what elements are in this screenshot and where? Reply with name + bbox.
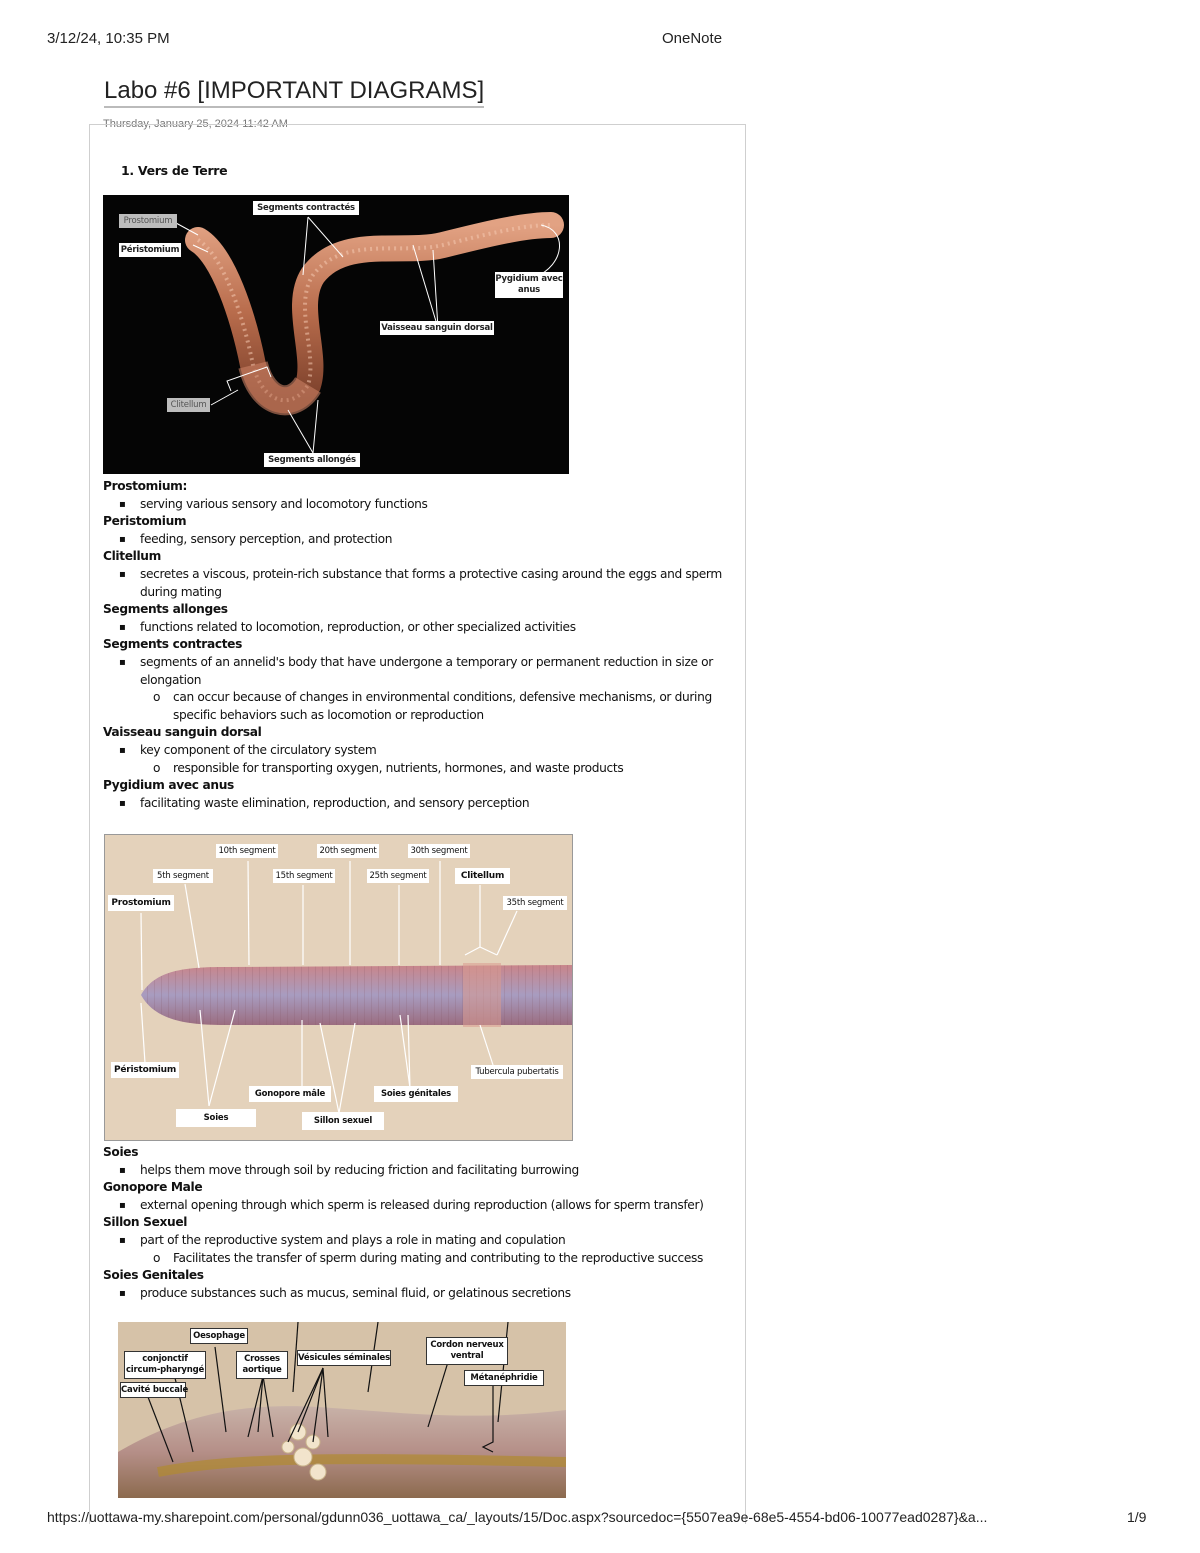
label-clitellum: Clitellum: [167, 398, 210, 412]
label-prostomium: Prostomium: [108, 895, 174, 911]
term-gonopore: Gonopore Male: [103, 1180, 203, 1195]
label-metanephridie: Métanéphridie: [464, 1370, 544, 1386]
label-clitellum: Clitellum: [455, 868, 510, 884]
bullet: ▪ functions related to locomotion, reproduction, or other specialized activities: [103, 619, 733, 637]
term-soies: Soies: [103, 1145, 139, 1159]
bullet: ▪ secretes a viscous, protein-rich substance that forms a protective casing around the eggs and sperm during mating: [103, 566, 733, 601]
label-tubercula: Tubercula pubertatis: [471, 1065, 563, 1079]
label-conjonctif: conjonctif circum-pharyngé: [124, 1351, 206, 1379]
label-10th-segment: 10th segment: [216, 844, 278, 858]
sub-bullet: o Facilitates the transfer of sperm during mating and contributing to the reproductive success: [103, 1250, 733, 1268]
label-soies: Soies: [176, 1109, 256, 1127]
term-prostomium: Prostomium:: [103, 479, 188, 493]
bullet: ▪ part of the reproductive system and plays a role in mating and copulation: [103, 1232, 733, 1250]
label-30th-segment: 30th segment: [408, 844, 470, 858]
label-pygidium: Pygidium avec anus: [495, 272, 563, 298]
label-peristomium: Péristomium: [120, 245, 180, 255]
bullet: ▪ helps them move through soil by reducing friction and facilitating burrowing: [103, 1162, 733, 1180]
bullet: ▪ segments of an annelid's body that have undergone a temporary or permanent reduction in size or elongation: [103, 654, 733, 689]
label-soies-genitales: Soies génitales: [374, 1086, 458, 1102]
label-cavite-buccale: Cavité buccale: [120, 1382, 186, 1398]
label-sillon: Sillon sexuel: [302, 1112, 384, 1130]
term-sillon: Sillon Sexuel: [103, 1215, 188, 1230]
earthworm-photo-dorsal: [103, 195, 569, 474]
sub-bullet: o can occur because of changes in environmental conditions, defensive mechanisms, or during specific behaviors such as locomotion or reproduction: [103, 689, 733, 724]
label-15th-segment: 15th segment: [273, 869, 335, 883]
label-35th-segment: 35th segment: [503, 896, 567, 910]
bullet: ▪ key component of the circulatory system: [103, 742, 733, 760]
bullet: ▪ produce substances such as mucus, seminal fluid, or gelatinous secretions: [103, 1285, 733, 1303]
term-pygidium: Pygidium avec anus: [103, 778, 234, 793]
print-page-number: 1/9: [1127, 1509, 1147, 1525]
label-peristomium: Péristomium: [111, 1062, 179, 1078]
bullet: ▪ facilitating waste elimination, reproduction, and sensory perception: [103, 795, 733, 813]
print-url: https://uottawa-my.sharepoint.com/personal/gdunn036_uottawa_ca/_layouts/15/Doc.aspx?sourcedoc={5507ea9e-68e5-4554-bd06-10077ead0287}&a...: [47, 1509, 988, 1525]
worm-illustration: [103, 195, 569, 474]
earthworm-photo-segments: [104, 834, 573, 1141]
label-vesicules: Vésicules séminales: [297, 1350, 391, 1366]
term-segments-contractes: Segments contractes: [103, 637, 242, 652]
label-gonopore: Gonopore mâle: [249, 1086, 331, 1102]
label-segments-contractes: Segments contractés: [253, 201, 359, 215]
bullet: ▪ feeding, sensory perception, and protection: [103, 531, 733, 549]
print-app-name: OneNote: [662, 30, 723, 47]
label-5th-segment: 5th segment: [153, 869, 213, 883]
term-peristomium: Peristomium: [103, 514, 187, 529]
print-date: 3/12/24, 10:35 PM: [47, 30, 170, 47]
label-segments-allonges: Segments allongés: [264, 453, 360, 467]
page-title[interactable]: Labo #6 [IMPORTANT DIAGRAMS]: [104, 77, 484, 108]
label-25th-segment: 25th segment: [367, 869, 429, 883]
section-heading: 1. Vers de Terre: [121, 163, 228, 178]
sub-bullet: o responsible for transporting oxygen, nutrients, hormones, and waste products: [103, 760, 733, 778]
page-created-date: Thursday, January 25, 2024 11:42 AM: [103, 118, 288, 130]
label-cordon-nerveux: Cordon nerveux ventral: [426, 1337, 508, 1365]
notes-section-2: [103, 1144, 733, 1302]
term-vaisseau: Vaisseau sanguin dorsal: [103, 725, 262, 740]
earthworm-dissection-photo: [118, 1322, 566, 1498]
term-clitellum: Clitellum: [103, 549, 161, 564]
notes-section-1: [103, 478, 733, 812]
label-oesophage: Oesophage: [190, 1328, 248, 1344]
label-20th-segment: 20th segment: [317, 844, 379, 858]
label-prostomium: Prostomium: [119, 214, 177, 228]
bullet: ▪ external opening through which sperm is released during reproduction (allows for sperm transfer): [103, 1197, 733, 1215]
term-segments-allonges: Segments allonges: [103, 602, 228, 617]
term-soies-genitales: Soies Genitales: [103, 1268, 204, 1283]
label-crosses-aortique: Crosses aortique: [236, 1351, 288, 1379]
label-vaisseau: Vaisseau sanguin dorsal: [381, 323, 493, 333]
bullet: ▪ serving various sensory and locomotory functions: [103, 496, 733, 514]
